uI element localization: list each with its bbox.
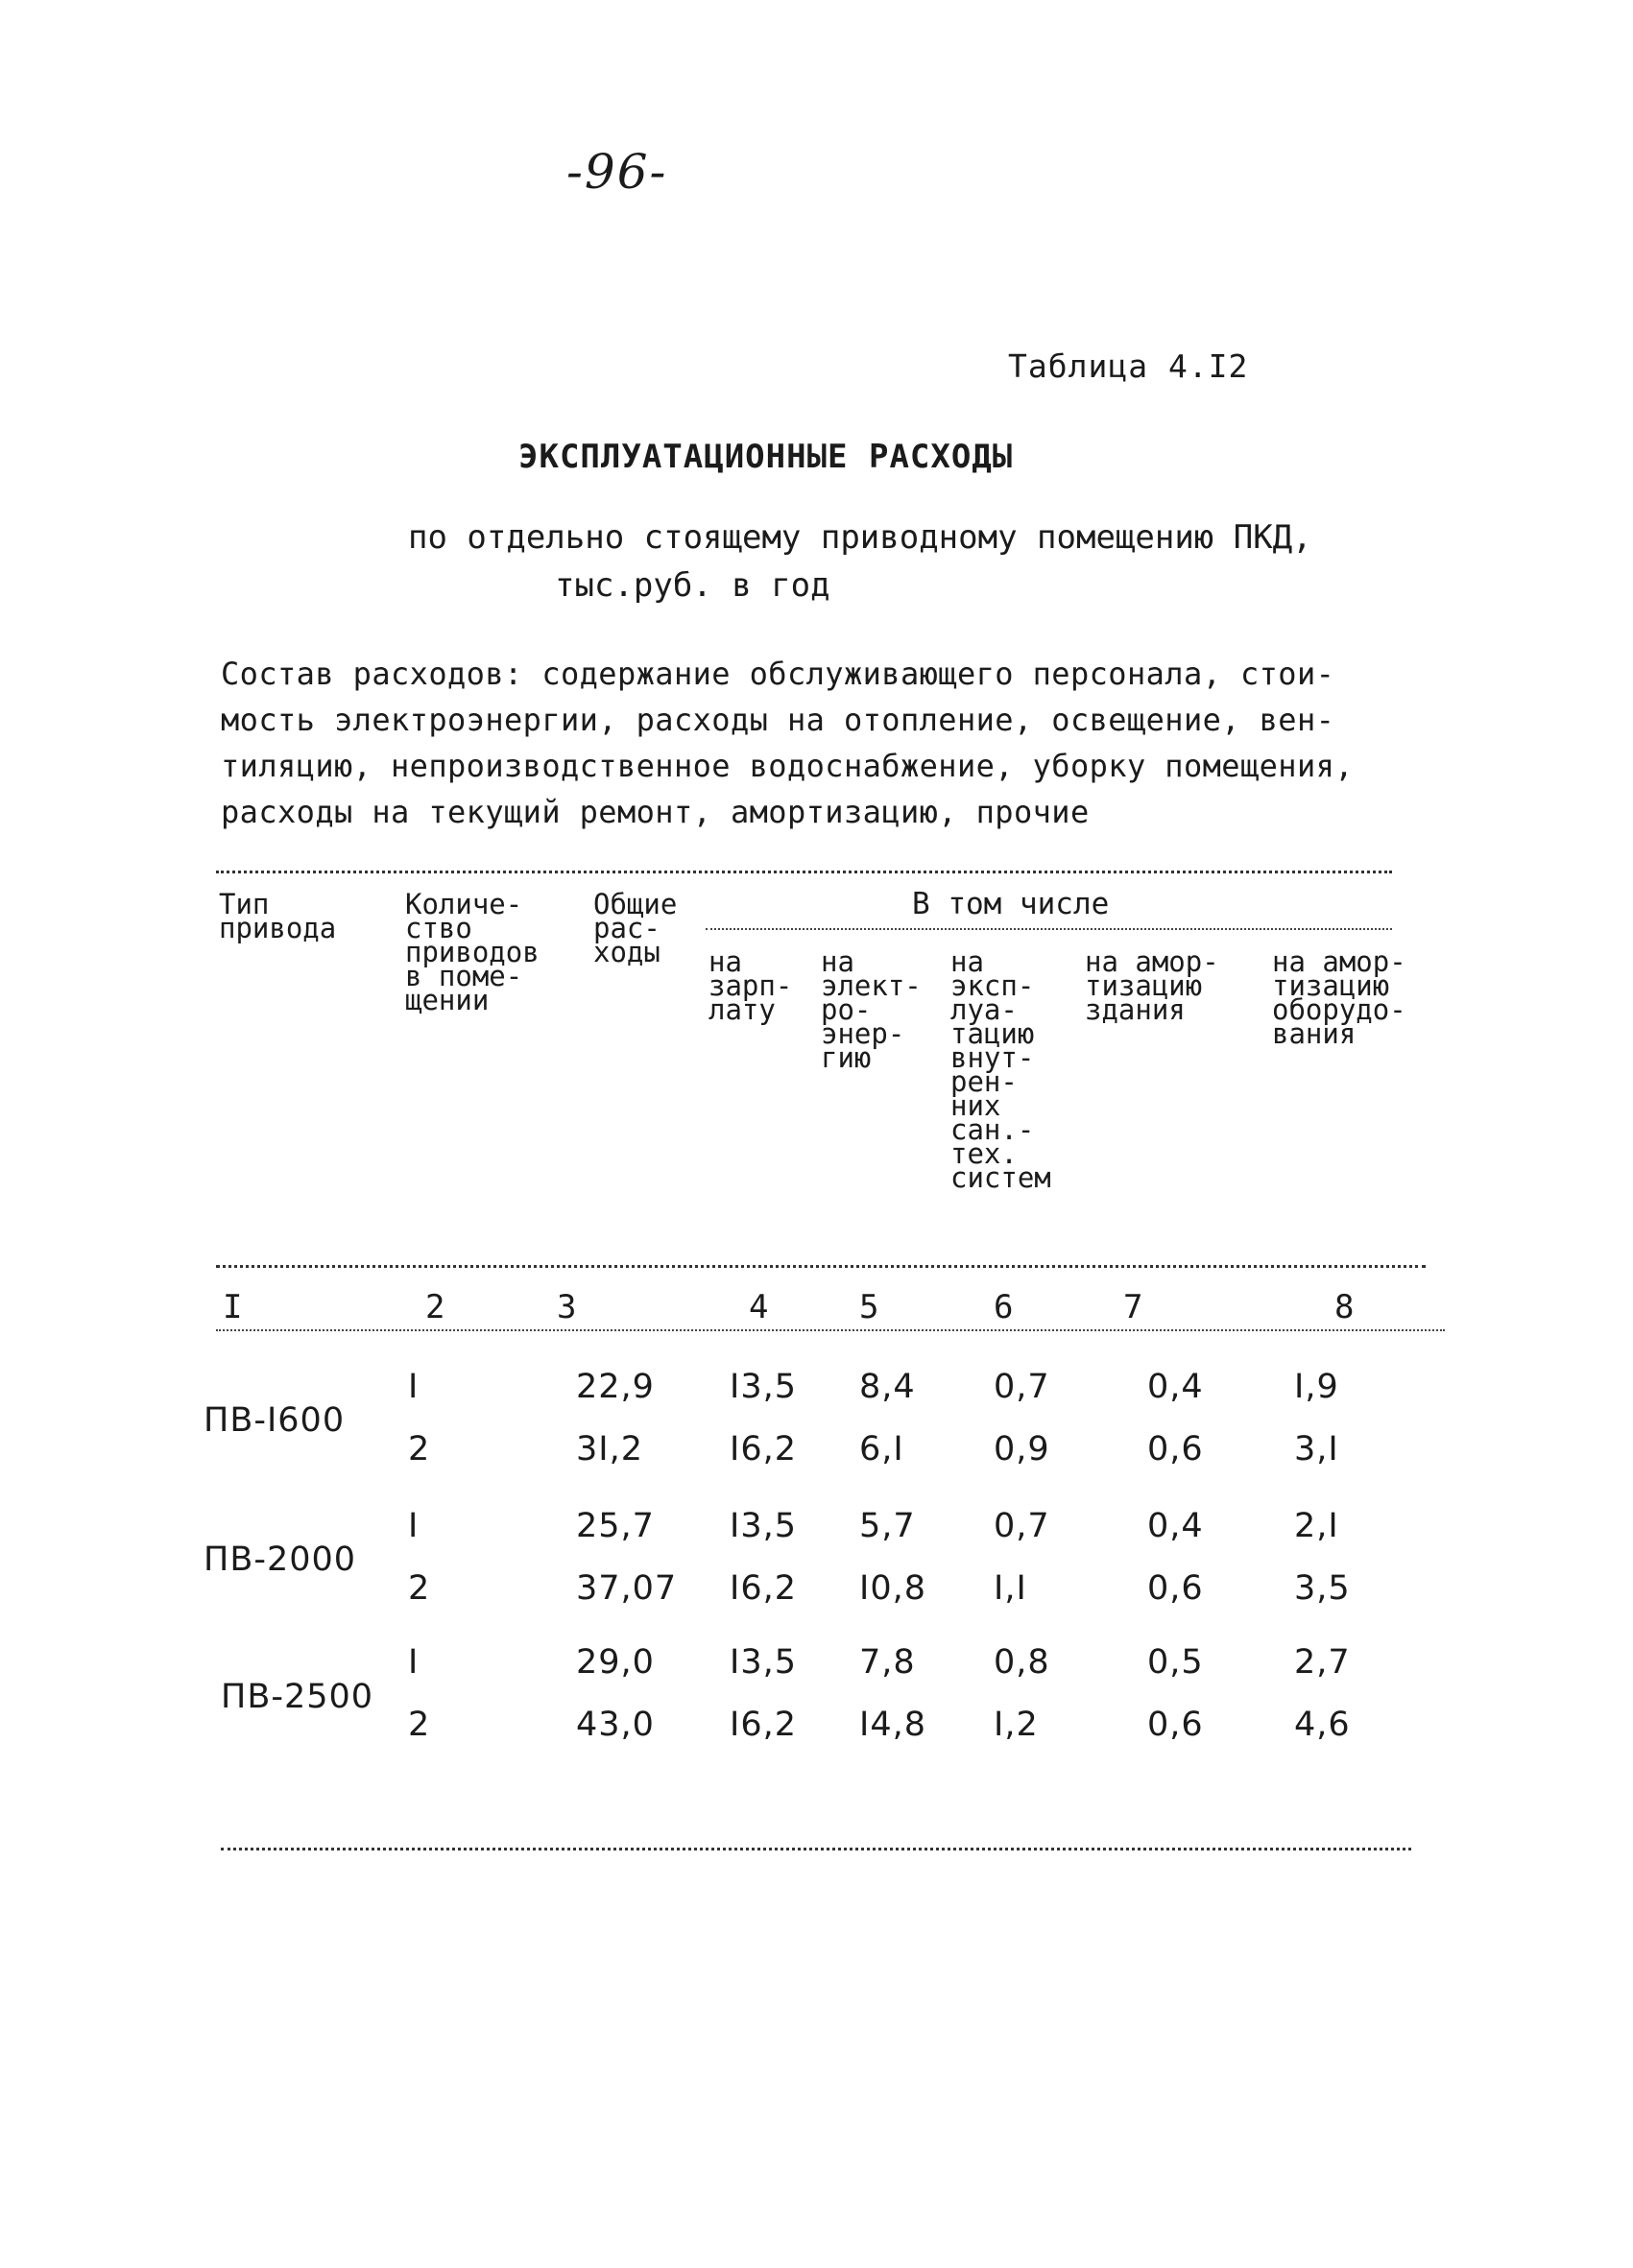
cell-equipment-amortization: 2,7	[1294, 1643, 1351, 1682]
header-including-group: В том числе	[912, 887, 1110, 921]
cell-drive-count: I	[408, 1368, 420, 1406]
cell-total-expenses: 43,0	[576, 1706, 655, 1744]
cell-salary: I6,2	[730, 1569, 797, 1608]
cell-total-expenses: 25,7	[576, 1507, 655, 1545]
column-number: 6	[994, 1288, 1014, 1326]
cell-equipment-amortization: I,9	[1294, 1368, 1339, 1406]
cell-equipment-amortization: 2,I	[1294, 1507, 1339, 1545]
cell-total-expenses: 22,9	[576, 1368, 655, 1406]
drive-type-label: ПВ-2500	[221, 1678, 374, 1716]
cell-drive-count: 2	[408, 1569, 431, 1608]
column-number-rule	[216, 1329, 1445, 1331]
column-number: 8	[1334, 1288, 1355, 1326]
header-group-rule	[706, 928, 1392, 930]
cell-electricity: 6,I	[859, 1430, 904, 1468]
cell-equipment-amortization: 3,I	[1294, 1430, 1339, 1468]
cell-drive-count: I	[408, 1643, 420, 1682]
cell-drive-count: 2	[408, 1430, 431, 1468]
header-drive-type: Тип привода	[219, 888, 337, 944]
cell-salary: I3,5	[730, 1643, 797, 1682]
cell-equipment-amortization: 3,5	[1294, 1569, 1351, 1608]
cell-salary: I3,5	[730, 1507, 797, 1545]
composition-line: Состав расходов: содержание обслуживающего персонала, стои-	[221, 656, 1335, 692]
table-number: Таблица 4.I2	[1008, 347, 1249, 385]
column-number: 4	[749, 1288, 769, 1326]
cell-electricity: 5,7	[859, 1507, 916, 1545]
column-number: 3	[557, 1288, 577, 1326]
header-salary: на зарп- лату	[708, 945, 793, 1026]
composition-line: расходы на текущий ремонт, амортизацию, прочие	[221, 794, 1090, 830]
cell-drive-count: 2	[408, 1706, 431, 1744]
column-number: 7	[1123, 1288, 1143, 1326]
cell-total-expenses: 37,07	[576, 1569, 678, 1608]
expense-composition-paragraph	[221, 651, 1392, 835]
composition-line: мость электроэнергии, расходы на отопление, освещение, вен-	[221, 702, 1335, 738]
header-sanitary-systems: на эксп- луа- тацию внут- рен- них сан.- тех. систем	[950, 945, 1051, 1194]
drive-type-label: ПВ-2000	[204, 1540, 357, 1579]
cell-total-expenses: 3I,2	[576, 1430, 643, 1468]
cell-building-amortization: 0,6	[1147, 1430, 1204, 1468]
header-equipment-amortization: на амор- тизацию оборудо- вания	[1272, 945, 1406, 1050]
cell-electricity: I0,8	[859, 1569, 926, 1608]
cell-sanitary-systems: 0,9	[994, 1430, 1050, 1468]
cell-electricity: 7,8	[859, 1643, 916, 1682]
cell-sanitary-systems: 0,7	[994, 1507, 1050, 1545]
drive-type-label: ПВ-I600	[204, 1401, 346, 1440]
cell-electricity: I4,8	[859, 1706, 926, 1744]
table-top-rule	[216, 871, 1392, 873]
header-bottom-rule	[216, 1265, 1426, 1268]
subtitle-line-2: тыс.руб. в год	[555, 566, 830, 605]
column-number: 2	[425, 1288, 445, 1326]
cell-sanitary-systems: 0,7	[994, 1368, 1050, 1406]
cell-total-expenses: 29,0	[576, 1643, 655, 1682]
cell-building-amortization: 0,6	[1147, 1569, 1204, 1608]
cell-sanitary-systems: I,2	[994, 1706, 1039, 1744]
header-drive-count: Количе- ство приводов в поме- щении	[405, 888, 540, 1016]
cell-building-amortization: 0,6	[1147, 1706, 1204, 1744]
cell-salary: I3,5	[730, 1368, 797, 1406]
cell-equipment-amortization: 4,6	[1294, 1706, 1351, 1744]
cell-building-amortization: 0,4	[1147, 1368, 1204, 1406]
cell-salary: I6,2	[730, 1706, 797, 1744]
subtitle-line-1: по отдельно стоящему приводному помещению ПКД,	[408, 518, 1312, 557]
cell-building-amortization: 0,4	[1147, 1507, 1204, 1545]
column-number: I	[223, 1288, 243, 1326]
column-number: 5	[859, 1288, 879, 1326]
cell-drive-count: I	[408, 1507, 420, 1545]
table-bottom-rule	[221, 1848, 1411, 1850]
header-total-expenses: Общие рас- ходы	[593, 888, 678, 968]
cell-salary: I6,2	[730, 1430, 797, 1468]
header-building-amortization: на амор- тизацию здания	[1085, 945, 1219, 1026]
document-title: ЭКСПЛУАТАЦИОННЫЕ РАСХОДЫ	[518, 438, 1014, 476]
cell-building-amortization: 0,5	[1147, 1643, 1204, 1682]
composition-line: тиляцию, непроизводственное водоснабжение, уборку помещения,	[221, 748, 1354, 784]
cell-sanitary-systems: 0,8	[994, 1643, 1050, 1682]
page-number: -96-	[566, 144, 668, 200]
header-electricity: на элект- ро- энер- гию	[821, 945, 922, 1074]
cell-sanitary-systems: I,I	[994, 1569, 1027, 1608]
cell-electricity: 8,4	[859, 1368, 916, 1406]
